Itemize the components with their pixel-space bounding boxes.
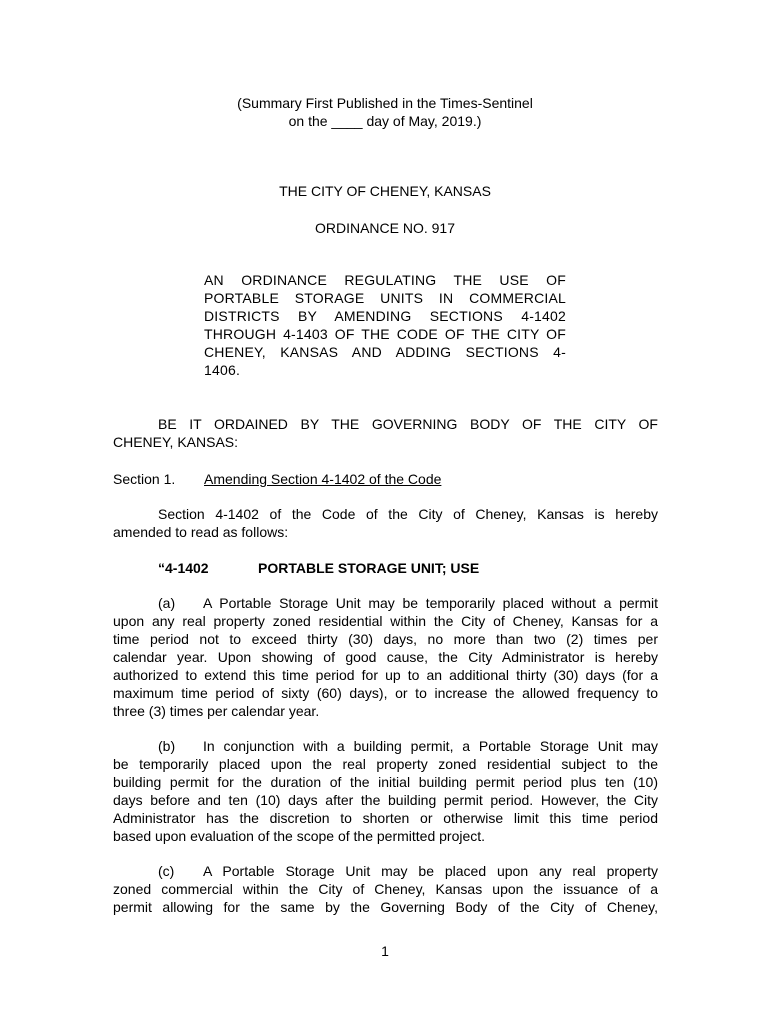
section-heading: Amending Section 4-1402 of the Code: [204, 471, 442, 487]
paragraph-line: time period not to exceed thirty (30) days, no more than two (2) times per: [113, 631, 658, 647]
paragraph-line: permit allowing for the same by the Governing Body of the City of Cheney,: [113, 899, 658, 915]
section-intro-line-1: Section 4-1402 of the Code of the City of Cheney, Kansas is hereby: [158, 506, 658, 522]
enacting-clause-line-2: CHENEY, KANSAS:: [113, 434, 239, 450]
ordinance-title-line: DISTRICTS BY AMENDING SECTIONS 4-1402: [204, 308, 566, 324]
city-title: THE CITY OF CHENEY, KANSAS: [279, 183, 491, 199]
code-section-number: “4-1402: [158, 560, 209, 576]
paragraph-line: zoned commercial within the City of Cheney, Kansas upon the issuance of a: [113, 881, 658, 897]
paragraph-line: (c) A Portable Storage Unit may be placed upon any real property: [158, 863, 658, 879]
paragraph-label: (a): [158, 595, 176, 611]
paragraph-line: Administrator has the discretion to shorten or otherwise limit this time period: [113, 810, 658, 826]
section-label: Section 1.: [113, 471, 176, 487]
paragraph-line: (a) A Portable Storage Unit may be temporarily placed without a permit: [158, 595, 658, 611]
section-intro: [113, 505, 658, 541]
ordinance-title-line: 1406.: [204, 362, 241, 378]
paragraph-label: (c): [158, 863, 175, 879]
paragraph-a: [113, 594, 658, 720]
publication-note-line-1: (Summary First Published in the Times-Sentinel: [237, 95, 533, 111]
paragraph-line: authorized to extend this time period for up to an additional thirty (30) days (for a: [113, 667, 658, 683]
publication-note-line-2: on the ____ day of May, 2019.): [288, 113, 482, 129]
code-section-title: PORTABLE STORAGE UNIT; USE: [258, 560, 480, 576]
enacting-clause: [113, 415, 658, 451]
paragraph-c: [113, 862, 658, 916]
paragraph-line: building permit for the duration of the initial building permit period plus ten (10): [113, 774, 658, 790]
ordinance-title-line: PORTABLE STORAGE UNITS IN COMMERCIAL: [204, 290, 566, 306]
paragraph-line: based upon evaluation of the scope of the permitted project.: [113, 828, 486, 844]
paragraph-line: be temporarily placed upon the real property zoned residential subject to the: [113, 756, 658, 772]
ordinance-title: [204, 271, 566, 379]
paragraph-line: days before and ten (10) days after the building permit period. However, the City: [113, 792, 658, 808]
paragraph-label: (b): [158, 738, 176, 754]
paragraph-line: three (3) times per calendar year.: [113, 703, 320, 719]
paragraph-b: [113, 737, 658, 845]
ordinance-title-line: THROUGH 4-1403 OF THE CODE OF THE CITY OF: [204, 326, 566, 342]
paragraph-line: calendar year. Upon showing of good cause, the City Administrator is hereby: [113, 649, 658, 665]
enacting-clause-line-1: BE IT ORDAINED BY THE GOVERNING BODY OF THE CITY OF: [158, 416, 658, 432]
paragraph-line: maximum time period of sixty (60) days), or to increase the allowed frequency to: [113, 685, 658, 701]
ordinance-title-line: AN ORDINANCE REGULATING THE USE OF: [204, 272, 566, 288]
paragraph-line: (b) In conjunction with a building permit, a Portable Storage Unit may: [158, 738, 658, 754]
ordinance-title-line: CHENEY, KANSAS AND ADDING SECTIONS 4-: [204, 344, 566, 360]
page-number: 1: [381, 943, 389, 959]
section-intro-line-2: amended to read as follows:: [113, 524, 289, 540]
ordinance-number: ORDINANCE NO. 917: [314, 220, 456, 236]
paragraph-line: upon any real property zoned residential within the City of Cheney, Kansas for a: [113, 613, 658, 629]
